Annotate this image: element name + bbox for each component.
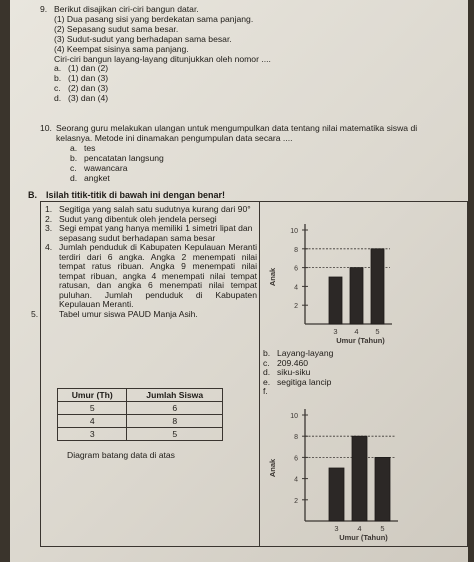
y-tick-label: 8 <box>294 434 298 442</box>
option-letter: c. <box>54 83 61 94</box>
option-text: (1) dan (3) <box>68 73 109 84</box>
answer-option[interactable] <box>263 387 333 397</box>
y-tick-label: 4 <box>294 284 298 292</box>
table-cell: 5 <box>127 428 223 441</box>
answer-options <box>263 349 333 397</box>
y-axis-label: Anak <box>268 458 277 478</box>
statement: (2) Sepasang sudut sama besar. <box>54 23 179 34</box>
option-text: Layang-layang <box>277 348 334 358</box>
item-number: 3. <box>45 223 53 233</box>
table-cell: 5 <box>58 402 127 415</box>
question-10 <box>40 124 445 183</box>
bar-chart-2 <box>263 398 413 546</box>
option-letter: a. <box>54 63 62 74</box>
y-tick-label: 10 <box>290 228 298 235</box>
table-cell: 4 <box>58 415 127 428</box>
option-letter: e. <box>263 376 271 387</box>
section-title: Isilah titik-titik di bawah ini dengan benar! <box>46 190 226 200</box>
bar-chart-1 <box>263 214 403 349</box>
table-row <box>58 428 223 441</box>
x-tick-label: 4 <box>354 327 359 336</box>
statement-item <box>45 224 257 243</box>
item-text: Segitiga yang salah satu sudutnya kurang dari 90° <box>59 204 251 214</box>
y-tick-label: 4 <box>294 476 298 484</box>
question-prompt: Ciri-ciri bangun layang-layang ditunjukkan oleh nomor .... <box>54 53 271 64</box>
table-header: Jumlah Siswa <box>127 389 223 402</box>
x-axis-label: Umur (Tahun) <box>336 336 385 345</box>
question-stem: Seorang guru melakukan ulangan untuk mengumpulkan data tentang nilai matematika siswa di kelasnya. Metode ini dinamakan pengumpulan data secara .... <box>56 123 418 143</box>
option-text: (2) dan (3) <box>68 83 109 94</box>
option-letter: c. <box>70 162 77 173</box>
bar <box>352 436 367 521</box>
option-letter: a. <box>70 142 78 153</box>
option-letter: d. <box>54 93 62 104</box>
bar <box>371 249 384 324</box>
statement-item <box>31 310 257 320</box>
question-number: 9. <box>40 4 48 14</box>
statement-item <box>45 243 257 310</box>
option-text: angket <box>84 172 110 183</box>
statement: (1) Dua pasang sisi yang berdekatan sama panjang. <box>54 13 254 24</box>
bar <box>375 457 390 521</box>
option-letter: d. <box>70 172 78 183</box>
question-9 <box>40 5 440 104</box>
item-text: Sudut yang dibentuk oleh jendela persegi <box>59 213 217 224</box>
statements-column <box>31 204 257 319</box>
table-row <box>58 415 223 428</box>
item-number: 1. <box>45 204 53 214</box>
x-tick-label: 5 <box>375 327 380 336</box>
y-tick-label: 10 <box>290 413 298 420</box>
option-text: (3) dan (4) <box>68 93 109 104</box>
x-tick-label: 3 <box>334 524 339 533</box>
item-text: Tabel umur siswa PAUD Manja Asih. <box>59 308 198 319</box>
option-text: segitiga lancip <box>277 376 332 387</box>
item-number: 5. <box>31 308 39 319</box>
item-number: 4. <box>45 242 53 252</box>
option-c[interactable] <box>54 84 440 94</box>
option-text: wawancara <box>84 162 128 173</box>
question-stem: Berikut disajikan ciri-ciri bangun datar. <box>54 4 199 14</box>
table-caption: Diagram batang data di atas <box>67 450 175 460</box>
y-tick-label: 6 <box>294 455 298 463</box>
table-header: Umur (Th) <box>58 389 127 402</box>
option-letter: f. <box>263 386 268 397</box>
statement: (4) Keempat sisinya sama panjang. <box>54 43 189 54</box>
y-axis-label: Anak <box>268 267 277 287</box>
option-text: siku-siku <box>277 367 311 378</box>
matching-box <box>31 201 468 547</box>
x-tick-label: 5 <box>380 524 385 533</box>
item-number: 2. <box>45 213 53 224</box>
option-text: 209.460 <box>277 357 309 368</box>
option-a[interactable] <box>54 64 440 74</box>
option-b[interactable] <box>54 74 440 84</box>
option-letter: b. <box>54 73 62 84</box>
age-table <box>57 388 223 441</box>
y-tick-label: 6 <box>294 265 298 273</box>
option-c[interactable] <box>70 164 445 174</box>
table-cell: 6 <box>127 402 223 415</box>
bar <box>329 468 344 521</box>
column-divider <box>259 202 260 546</box>
bar <box>329 277 342 324</box>
statement: (3) Sudut-sudut yang berhadapan sama besar. <box>54 33 232 44</box>
answer-option[interactable] <box>263 378 333 388</box>
option-d[interactable] <box>54 94 440 104</box>
y-tick-label: 2 <box>294 497 298 505</box>
option-d[interactable] <box>70 174 445 184</box>
y-tick-label: 2 <box>294 303 298 311</box>
item-text: Jumlah penduduk di Kabupaten Kepulauan Meranti terdiri dari 6 angka. Angka 2 menempati nilai tempat ratus ribuan. Angka 9 menempati nilai tempat ribuan, angka 4 menempati nilai tempat ratusan, dan angka 6 menempati nilai tempat puluhan. Jumlah penduduk di Kabupaten Kepulauan Meranti. <box>59 242 257 309</box>
table-cell: 8 <box>127 415 223 428</box>
option-text: tes <box>84 142 96 153</box>
x-axis-label: Umur (Tahun) <box>339 533 388 542</box>
table-row <box>58 402 223 415</box>
option-letter: d. <box>263 367 271 378</box>
section-b-heading <box>28 190 468 200</box>
option-text: (1) dan (2) <box>68 63 109 74</box>
bar <box>350 268 363 324</box>
x-tick-label: 4 <box>357 524 362 533</box>
question-number: 10. <box>40 123 52 133</box>
option-text: pencatatan langsung <box>84 152 164 163</box>
item-text: Segi empat yang hanya memiliki 1 simetri lipat dan sepasang sudut berhadapan sama besar <box>59 223 253 243</box>
table-cell: 3 <box>58 428 127 441</box>
option-letter: b. <box>70 152 78 163</box>
section-letter: B. <box>28 190 37 200</box>
option-letter: c. <box>263 357 270 368</box>
y-tick-label: 8 <box>294 246 298 254</box>
x-tick-label: 3 <box>333 327 338 336</box>
option-letter: b. <box>263 348 271 358</box>
